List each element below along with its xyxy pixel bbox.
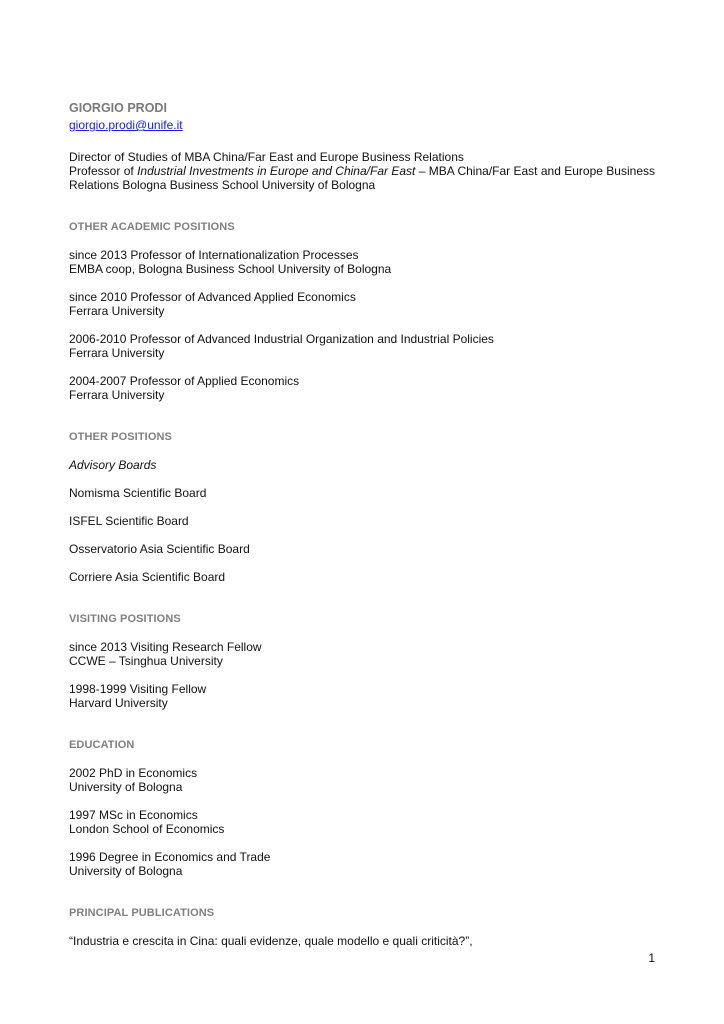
intro-line-2 <box>69 164 655 192</box>
education-entry-title: 1997 MSc in Economics <box>69 808 198 822</box>
education-entry-place: London School of Economics <box>69 822 225 836</box>
section-heading-visiting: VISITING POSITIONS <box>69 613 181 625</box>
section-heading-education: EDUCATION <box>69 739 135 751</box>
intro-line-2-course: Industrial Investments in Europe and China/Far East <box>137 164 416 178</box>
visiting-entry-place: CCWE – Tsinghua University <box>69 654 223 668</box>
list-item: Osservatorio Asia Scientific Board <box>69 542 250 556</box>
education-entry-place: University of Bologna <box>69 864 183 878</box>
academic-entry-title: 2004-2007 Professor of Applied Economics <box>69 374 300 388</box>
intro-line-2-prefix: Professor of <box>69 164 138 178</box>
page-number: 1 <box>648 951 655 965</box>
academic-entry-place: Ferrara University <box>69 388 165 402</box>
education-entry <box>69 766 655 794</box>
publication-item: “Industria e crescita in Cina: quali evidenze, quale modello e quali criticità?”, <box>69 934 473 948</box>
academic-entry-title: since 2010 Professor of Advanced Applied Economics <box>69 290 356 304</box>
academic-entry-place: Ferrara University <box>69 346 165 360</box>
visiting-entry <box>69 640 655 668</box>
intro-line-1: Director of Studies of MBA China/Far East and Europe Business Relations <box>69 150 464 164</box>
academic-entry <box>69 248 655 276</box>
academic-entry-place: EMBA coop, Bologna Business School University of Bologna <box>69 262 392 276</box>
academic-entry <box>69 332 655 360</box>
list-item: Corriere Asia Scientific Board <box>69 570 226 584</box>
visiting-entry-title: since 2013 Visiting Research Fellow <box>69 640 262 654</box>
academic-entry <box>69 290 655 318</box>
section-heading-other: OTHER POSITIONS <box>69 431 172 443</box>
education-entry <box>69 808 655 836</box>
academic-entry-title: 2006-2010 Professor of Advanced Industrial Organization and Industrial Policies <box>69 332 494 346</box>
academic-entry-title: since 2013 Professor of Internationalization Processes <box>69 248 359 262</box>
document-page <box>69 101 655 948</box>
visiting-entry-title: 1998-1999 Visiting Fellow <box>69 682 207 696</box>
advisory-boards-subheading: Advisory Boards <box>69 458 157 472</box>
visiting-entry <box>69 682 655 710</box>
section-heading-publications: PRINCIPAL PUBLICATIONS <box>69 907 215 919</box>
education-entry <box>69 850 655 878</box>
education-entry-place: University of Bologna <box>69 780 183 794</box>
academic-entry-place: Ferrara University <box>69 304 165 318</box>
list-item: ISFEL Scientific Board <box>69 514 189 528</box>
intro-line-2-suffix: – MBA China/Far East and Europe Business Relations Bologna Business School University of Bologna <box>69 164 655 192</box>
intro-block <box>69 150 655 192</box>
email-link[interactable]: giorgio.prodi@unife.it <box>69 118 183 132</box>
education-entry-title: 1996 Degree in Economics and Trade <box>69 850 271 864</box>
education-entry-title: 2002 PhD in Economics <box>69 766 198 780</box>
visiting-entry-place: Harvard University <box>69 696 168 710</box>
section-heading-academic: OTHER ACADEMIC POSITIONS <box>69 221 235 233</box>
list-item: Nomisma Scientific Board <box>69 486 207 500</box>
academic-entry <box>69 374 655 402</box>
author-name: GIORGIO PRODI <box>69 101 167 115</box>
